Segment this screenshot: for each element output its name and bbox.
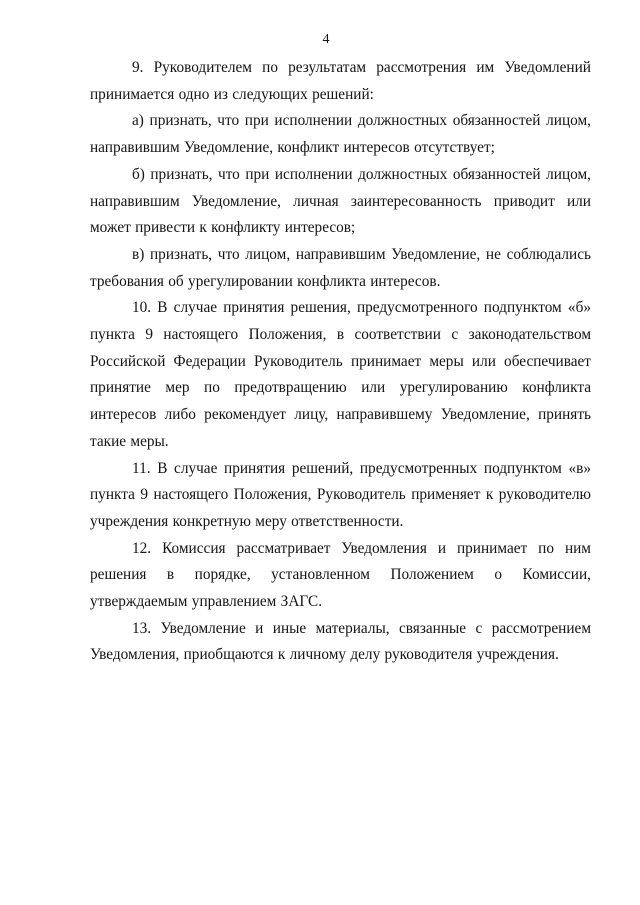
paragraph-subitem-b: б) признать, что при исполнении должностных обязанностей лицом, направившим Уведомление, личная заинтересованность приводит или может привести к конфликту интересов;	[90, 165, 591, 237]
page-number: 4	[322, 32, 330, 47]
paragraph-item-11: 11. В случае принятия решений, предусмотренных подпунктом «в» пункта 9 настоящего Положения, Руководитель применяет к руководителю учреждения конкретную меру ответственности.	[90, 459, 591, 530]
paragraph-item-12: 12. Комиссия рассматривает Уведомления и принимает по ним решения в порядке, установленном Положением о Комиссии, утверждаемым управлением ЗАГС.	[90, 539, 591, 611]
paragraph-item-9: 9. Руководителем по результатам рассмотрения им Уведомлений принимается одно из следующих решений:	[90, 59, 591, 103]
document-body	[90, 55, 591, 669]
paragraph-item-10: 10. В случае принятия решения, предусмотренного подпунктом «б» пункта 9 настоящего Положения, в соответствии с законодательством Российской Федерации Руководитель принимает меры или обеспечивает принятие мер по предотвращению или урегулированию конфликта интересов либо рекомендует лицу, направившему Уведомление, принять такие меры.	[90, 299, 591, 450]
paragraph-item-13: 13. Уведомление и иные материалы, связанные с рассмотрением Уведомления, приобщаются к личному делу руководителя учреждения.	[90, 619, 591, 664]
paragraph-subitem-a: а) признать, что при исполнении должностных обязанностей лицом, направившим Уведомление, конфликт интересов отсутствует;	[90, 112, 591, 157]
paragraph-subitem-v: в) признать, что лицом, направившим Уведомление, не соблюдались требования об урегулировании конфликта интересов.	[90, 245, 591, 290]
